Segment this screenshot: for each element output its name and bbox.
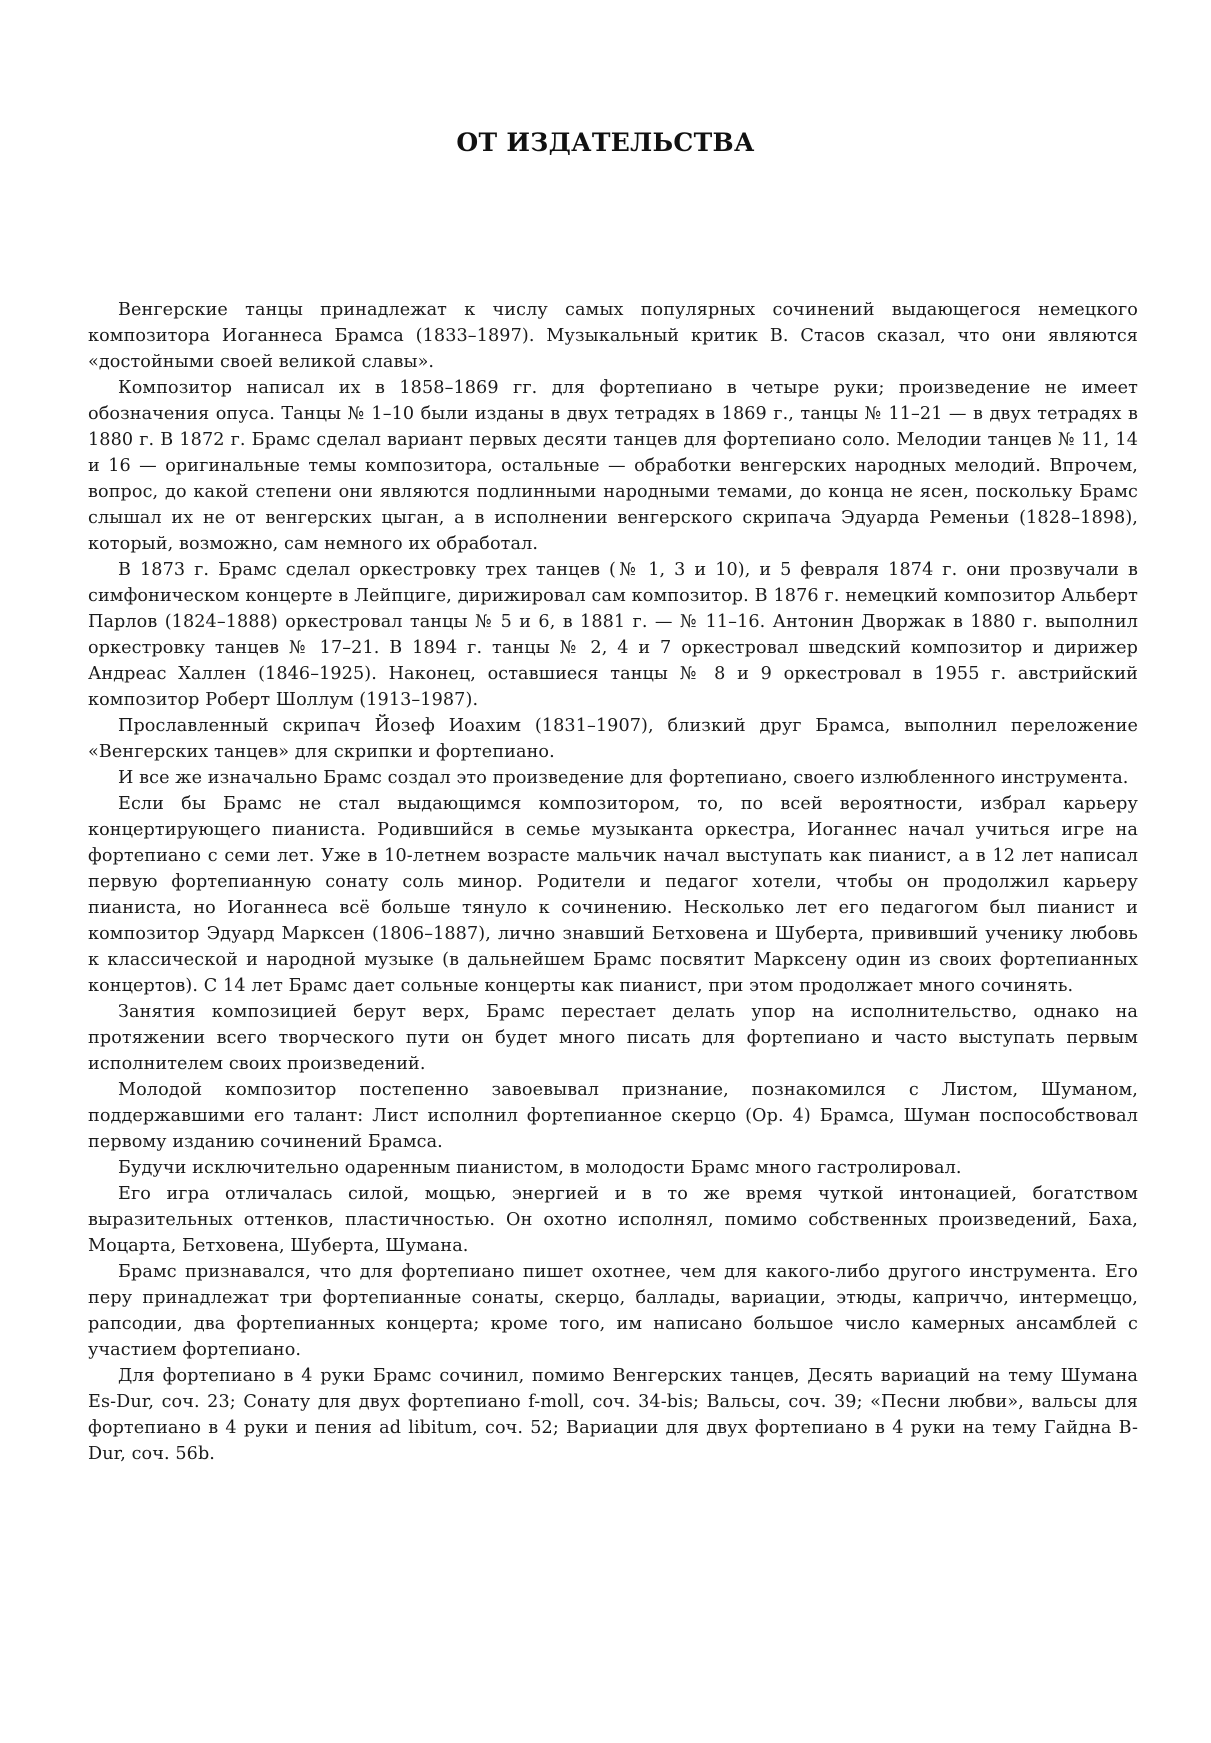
paragraph-10: Его игра отличалась силой, мощью, энергией и в то же время чуткой интонацией, богатством выразительных оттенков, пластичностью. Он охотно исполнял, помимо собственных произведений, Баха, Моцарта, Бетховена, Шуберта, Шумана. bbox=[88, 1184, 1138, 1256]
paragraph-5: И все же изначально Брамс создал это произведение для фортепиано, своего излюбленного инструмента. bbox=[118, 768, 1129, 788]
paragraph-11: Брамс признавался, что для фортепиано пишет охотнее, чем для какого-либо другого инструмента. Его перу принадлежат три фортепианные сонаты, скерцо, баллады, вариации, этюды, каприччо, интермеццо, рапсодии, два фортепианных концерта; кроме того, им написано большое число камерных ансамблей с участием фортепиано. bbox=[88, 1262, 1138, 1360]
paragraph-8: Молодой композитор постепенно завоевывал признание, познакомился с Листом, Шуманом, поддержавшими его талант: Лист исполнил фортепианное скерцо (Ор. 4) Брамса, Шуман поспособствовал первому изданию сочинений Брамса. bbox=[88, 1080, 1138, 1152]
paragraph-2: Композитор написал их в 1858–1869 гг. для фортепиано в четыре руки; произведение не имеет обозначения опуса. Танцы № 1–10 были изданы в двух тетрадях в 1869 г., танцы № 11–21 — в двух тетрадях в 1880 г. В 1872 г. Брамс сделал вариант первых десяти танцев для фортепиано соло. Мелодии танцев № 11, 14 и 16 — оригинальные темы композитора, остальные — обработки венгерских народных мелодий. Впрочем, вопрос, до какой степени они являются подлинными народными темами, до конца не ясен, поскольку Брамс слышал их не от венгерских цыган, а в исполнении венгерского скрипача Эдуарда Ременьи (1828–1898), который, возможно, сам немного их обработал. bbox=[88, 378, 1138, 554]
body-text bbox=[88, 297, 1138, 1467]
paragraph-7: Занятия композицией берут верх, Брамс перестает делать упор на исполнительство, однако на протяжении всего творческого пути он будет много писать для фортепиано и часто выступать первым исполнителем своих произведений. bbox=[88, 1002, 1138, 1074]
paragraph-9: Будучи исключительно одаренным пианистом, в молодости Брамс много гастролировал. bbox=[118, 1158, 962, 1178]
paragraph-4: Прославленный скрипач Йозеф Иоахим (1831–1907), близкий друг Брамса, выполнил переложение «Венгерских танцев» для скрипки и фортепиано. bbox=[88, 716, 1138, 762]
page-title: ОТ ИЗДАТЕЛЬСТВА bbox=[456, 128, 755, 157]
paragraph-6: Если бы Брамс не стал выдающимся композитором, то, по всей вероятности, избрал карьеру концертирующего пианиста. Родившийся в семье музыканта оркестра, Иоганнес начал учиться игре на фортепиано с семи лет. Уже в 10-летнем возрасте мальчик начал выступать как пианист, а в 12 лет написал первую фортепианную сонату соль минор. Родители и педагог хотели, чтобы он продолжил карьеру пианиста, но Иоганнеса всё больше тянуло к сочинению. Несколько лет его педагогом был пианист и композитор Эдуард Марксен (1806–1887), лично знавший Бетховена и Шуберта, прививший ученику любовь к классической и народной музыке (в дальнейшем Брамс посвятит Марксену один из своих фортепианных концертов). С 14 лет Брамс дает сольные концерты как пианист, при этом продолжает много сочинять. bbox=[88, 794, 1138, 996]
paragraph-12: Для фортепиано в 4 руки Брамс сочинил, помимо Венгерских танцев, Десять вариаций на тему Шумана Es-Dur, соч. 23; Сонату для двух фортепиано f-moll, соч. 34-bis; Вальсы, соч. 39; «Песни любви», вальсы для фортепиано в 4 руки и пения ad libitum, соч. 52; Вариации для двух фортепиано в 4 руки на тему Гайдна B-Dur, соч. 56b. bbox=[88, 1366, 1138, 1464]
paragraph-1: Венгерские танцы принадлежат к числу самых популярных сочинений выдающегося немецкого композитора Иоганнеса Брамса (1833–1897). Музыкальный критик В. Стасов сказал, что они являются «достойными своей великой славы». bbox=[88, 300, 1138, 372]
paragraph-3: В 1873 г. Брамс сделал оркестровку трех танцев (№ 1, 3 и 10), и 5 февраля 1874 г. они прозвучали в симфоническом концерте в Лейпциге, дирижировал сам композитор. В 1876 г. немецкий композитор Альберт Парлов (1824–1888) оркестровал танцы № 5 и 6, в 1881 г. — № 11–16. Антонин Дворжак в 1880 г. выполнил оркестровку танцев № 17–21. В 1894 г. танцы № 2, 4 и 7 оркестровал шведский композитор и дирижер Андреас Халлен (1846–1925). Наконец, оставшиеся танцы № 8 и 9 оркестровал в 1955 г. австрийский композитор Роберт Шоллум (1913–1987). bbox=[88, 560, 1138, 710]
